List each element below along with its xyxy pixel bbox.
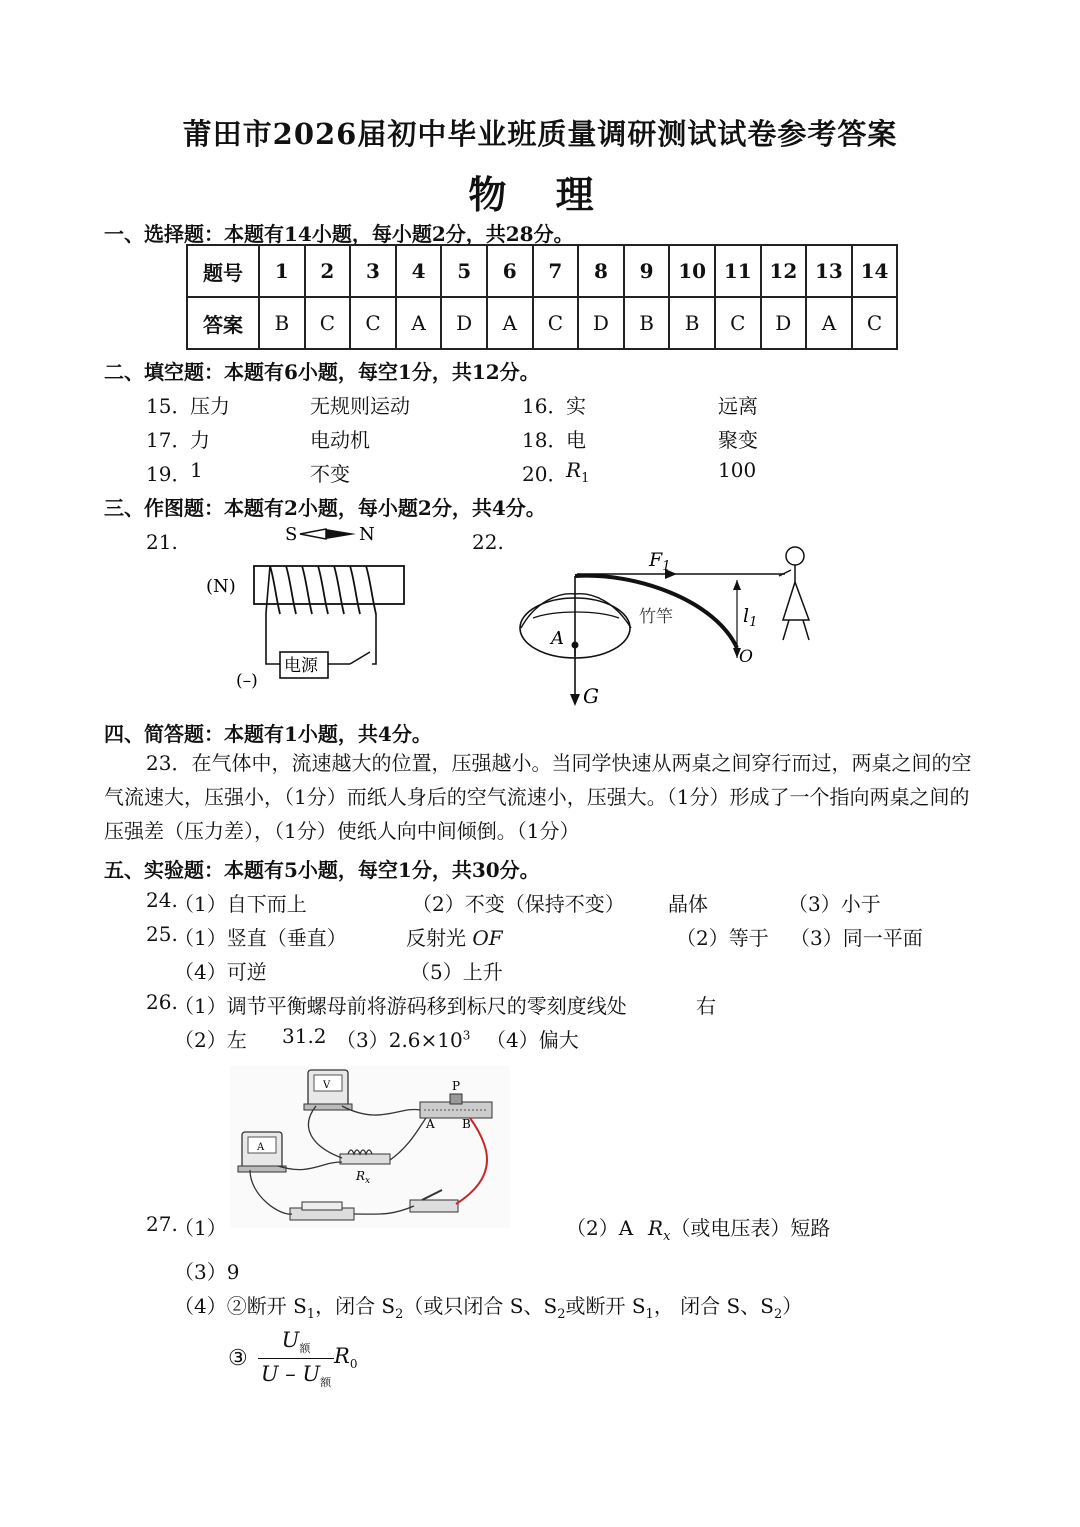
arm-l1-arrow-up	[733, 580, 741, 590]
person-leg-right	[803, 620, 809, 640]
bamboo-pole-label: 竹竿	[639, 607, 673, 627]
answer-cell: C	[533, 297, 579, 349]
svg-text:V: V	[323, 1080, 331, 1091]
answer-cell: B	[669, 297, 715, 349]
table-row-answers	[187, 297, 897, 349]
q18-number: 18．	[522, 428, 568, 452]
wire-right	[372, 614, 376, 664]
row-label-question: 题号	[187, 245, 259, 297]
q27-part-4: （4）②断开 $S_1$，闭合 $S_2$（或只闭合 S、$S_2$或断开 $S_1$， 闭合 S、$S_2$）	[174, 1294, 803, 1322]
q24-part-3: （3）小于	[788, 892, 881, 916]
q15-answer-2: 无规则运动	[310, 394, 410, 418]
solenoid-coil	[270, 566, 376, 614]
section-4-heading: 四、简答题：本题有1小题，共4分。	[104, 722, 432, 746]
source-negative-label: (–)	[236, 671, 258, 691]
q25-part-1b: 反射光 OF	[406, 926, 503, 950]
q18-answer-2: 聚变	[718, 428, 758, 452]
compass-needle-white	[300, 529, 326, 539]
q20-answer-2: 100	[718, 458, 757, 482]
section-2-heading: 二、填空题：本题有6小题，每空1分，共12分。	[104, 360, 540, 384]
q27-part-2b: $R_x$（或电压表）短路	[648, 1216, 831, 1244]
q25-part-5: （5）上升	[410, 960, 503, 984]
q26-part-4: （4）偏大	[486, 1028, 579, 1052]
q27-part-1: （1）	[174, 1216, 227, 1240]
formula-numerator: $U_额$	[281, 1328, 311, 1356]
q26-part-3: $(3)2.6\times 10^3$	[336, 1028, 471, 1052]
q17-answer-2: 电动机	[310, 428, 370, 452]
q26-part-2: （2）左	[174, 1028, 247, 1052]
q22-number: 22.	[472, 530, 504, 554]
question-number: 10	[669, 245, 715, 297]
question-number: 3	[350, 245, 396, 297]
q25-part-3: （3）同一平面	[790, 926, 923, 950]
q26-number: 26.	[146, 990, 178, 1014]
question-number: 1	[259, 245, 305, 297]
answer-cell: D	[441, 297, 487, 349]
formula-r0: $R_0$	[334, 1344, 358, 1372]
gravity-arrowhead	[570, 694, 580, 706]
q25-part-2: （2）等于	[676, 926, 769, 950]
answer-cell: A	[487, 297, 533, 349]
compass-s-label: S	[285, 524, 298, 545]
person-head	[786, 547, 804, 565]
person-body	[783, 582, 809, 620]
q18-answer-1: 电	[566, 428, 586, 452]
q27-part-3: （3）9	[174, 1260, 240, 1284]
q20-number: 20．	[522, 462, 568, 486]
formula-denominator: U – $U_额$	[260, 1362, 332, 1390]
svg-text:P: P	[452, 1079, 461, 1093]
q27-number: 27.	[146, 1212, 178, 1236]
q23-answer: 23．在气体中，流速越大的位置，压强越小。当同学快速从两桌之间穿行而过，两桌之间的空气流速大，压强小，（1分）而纸人身后的空气流速小，压强大。（1分）形成了一个指向两桌之间的压强差（压力差），（1分）使纸人向中间倾倒。（1分）	[104, 751, 972, 843]
answer-cell: B	[624, 297, 670, 349]
q17-number: 17．	[146, 428, 192, 452]
q24-number: 24.	[146, 888, 178, 912]
question-number: 9	[624, 245, 670, 297]
q19-number: 19．	[146, 462, 192, 486]
subject-title: 物 理	[468, 172, 612, 217]
q25-part-1: （1）竖直（垂直）	[174, 926, 347, 950]
q26-part-2b: 31.2	[282, 1024, 327, 1048]
question-number: 4	[396, 245, 442, 297]
question-number: 6	[487, 245, 533, 297]
svg-text:A: A	[426, 1117, 435, 1131]
svg-text:Rx: $R_x$	[356, 1169, 371, 1186]
pivot-o-label: O	[739, 647, 753, 667]
answer-cell: A	[806, 297, 852, 349]
question-number: 2	[305, 245, 351, 297]
q24-part-1: （1）自下而上	[174, 892, 307, 916]
q25-number: 25.	[146, 922, 178, 946]
q19-answer-1: 1	[190, 458, 203, 482]
answer-cell: C	[350, 297, 396, 349]
power-source-label: 电源	[284, 656, 318, 676]
section-5-heading: 五、实验题：本题有5小题，每空1分，共30分。	[104, 858, 540, 882]
solenoid-diagram	[200, 518, 420, 698]
compass-n-label: N	[359, 524, 375, 545]
answer-cell: C	[305, 297, 351, 349]
section-3-heading: 三、作图题：本题有2小题，每小题2分，共4分。	[104, 496, 546, 520]
answer-cell: C	[852, 297, 898, 349]
question-number: 11	[715, 245, 761, 297]
lever-diagram	[515, 540, 835, 715]
compass-needle-black	[326, 529, 356, 539]
question-number: 14	[852, 245, 898, 297]
force-f1-label: $F_1$	[649, 549, 671, 574]
question-number: 5	[441, 245, 487, 297]
bowl-inner	[533, 612, 619, 618]
q24-part-2: （2）不变（保持不变）	[412, 892, 625, 916]
voltmeter	[304, 1070, 352, 1110]
question-number: 13	[806, 245, 852, 297]
formula-fraction-bar	[258, 1358, 334, 1359]
q19-answer-2: 不变	[310, 462, 350, 486]
question-number: 12	[761, 245, 807, 297]
row-label-answer: 答案	[187, 297, 259, 349]
q21-number: 21.	[146, 530, 178, 554]
q16-answer-1: 实	[566, 394, 586, 418]
arm-l1-label: $l_1$	[743, 605, 758, 630]
question-number: 8	[578, 245, 624, 297]
q20-answer-1: $R_1$	[566, 458, 590, 486]
svg-text:A: A	[257, 1142, 265, 1153]
q25-part-4: （4）可逆	[174, 960, 267, 984]
gravity-label: G	[583, 684, 599, 708]
person-arm	[779, 570, 791, 576]
q26-part-1: （1）调节平衡螺母前将游码移到标尺的零刻度线处	[174, 994, 627, 1018]
q17-answer-1: 力	[190, 428, 210, 452]
svg-text:B: B	[462, 1117, 471, 1131]
point-a-label: A	[551, 628, 564, 649]
q15-number: 15．	[146, 394, 192, 418]
person-leg-left	[783, 620, 789, 640]
point-a	[572, 642, 579, 649]
page-title: 莆田市2026届初中毕业班质量调研测试试卷参考答案	[182, 117, 898, 151]
q27-part-2: （2）A	[566, 1216, 634, 1240]
answer-cell: B	[259, 297, 305, 349]
q16-answer-2: 远离	[718, 394, 758, 418]
solenoid-pole-label: (N)	[206, 576, 236, 597]
circuit-photo	[230, 1066, 510, 1228]
section-1-heading: 一、选择题：本题有14小题，每小题2分，共28分。	[104, 222, 574, 246]
q26-part-1b: 右	[696, 994, 716, 1018]
switch-lever	[350, 652, 370, 664]
q24-part-2b: 晶体	[668, 892, 708, 916]
q15-answer-1: 压力	[190, 394, 230, 418]
answer-cell: A	[396, 297, 442, 349]
q16-number: 16．	[522, 394, 568, 418]
q27-part-5-marker: ③	[228, 1346, 248, 1371]
answer-table	[186, 244, 898, 350]
table-row-numbers	[187, 245, 897, 297]
answer-cell: C	[715, 297, 761, 349]
answer-cell: D	[761, 297, 807, 349]
answer-cell: D	[578, 297, 624, 349]
question-number: 7	[533, 245, 579, 297]
bowl-rim	[521, 594, 631, 628]
